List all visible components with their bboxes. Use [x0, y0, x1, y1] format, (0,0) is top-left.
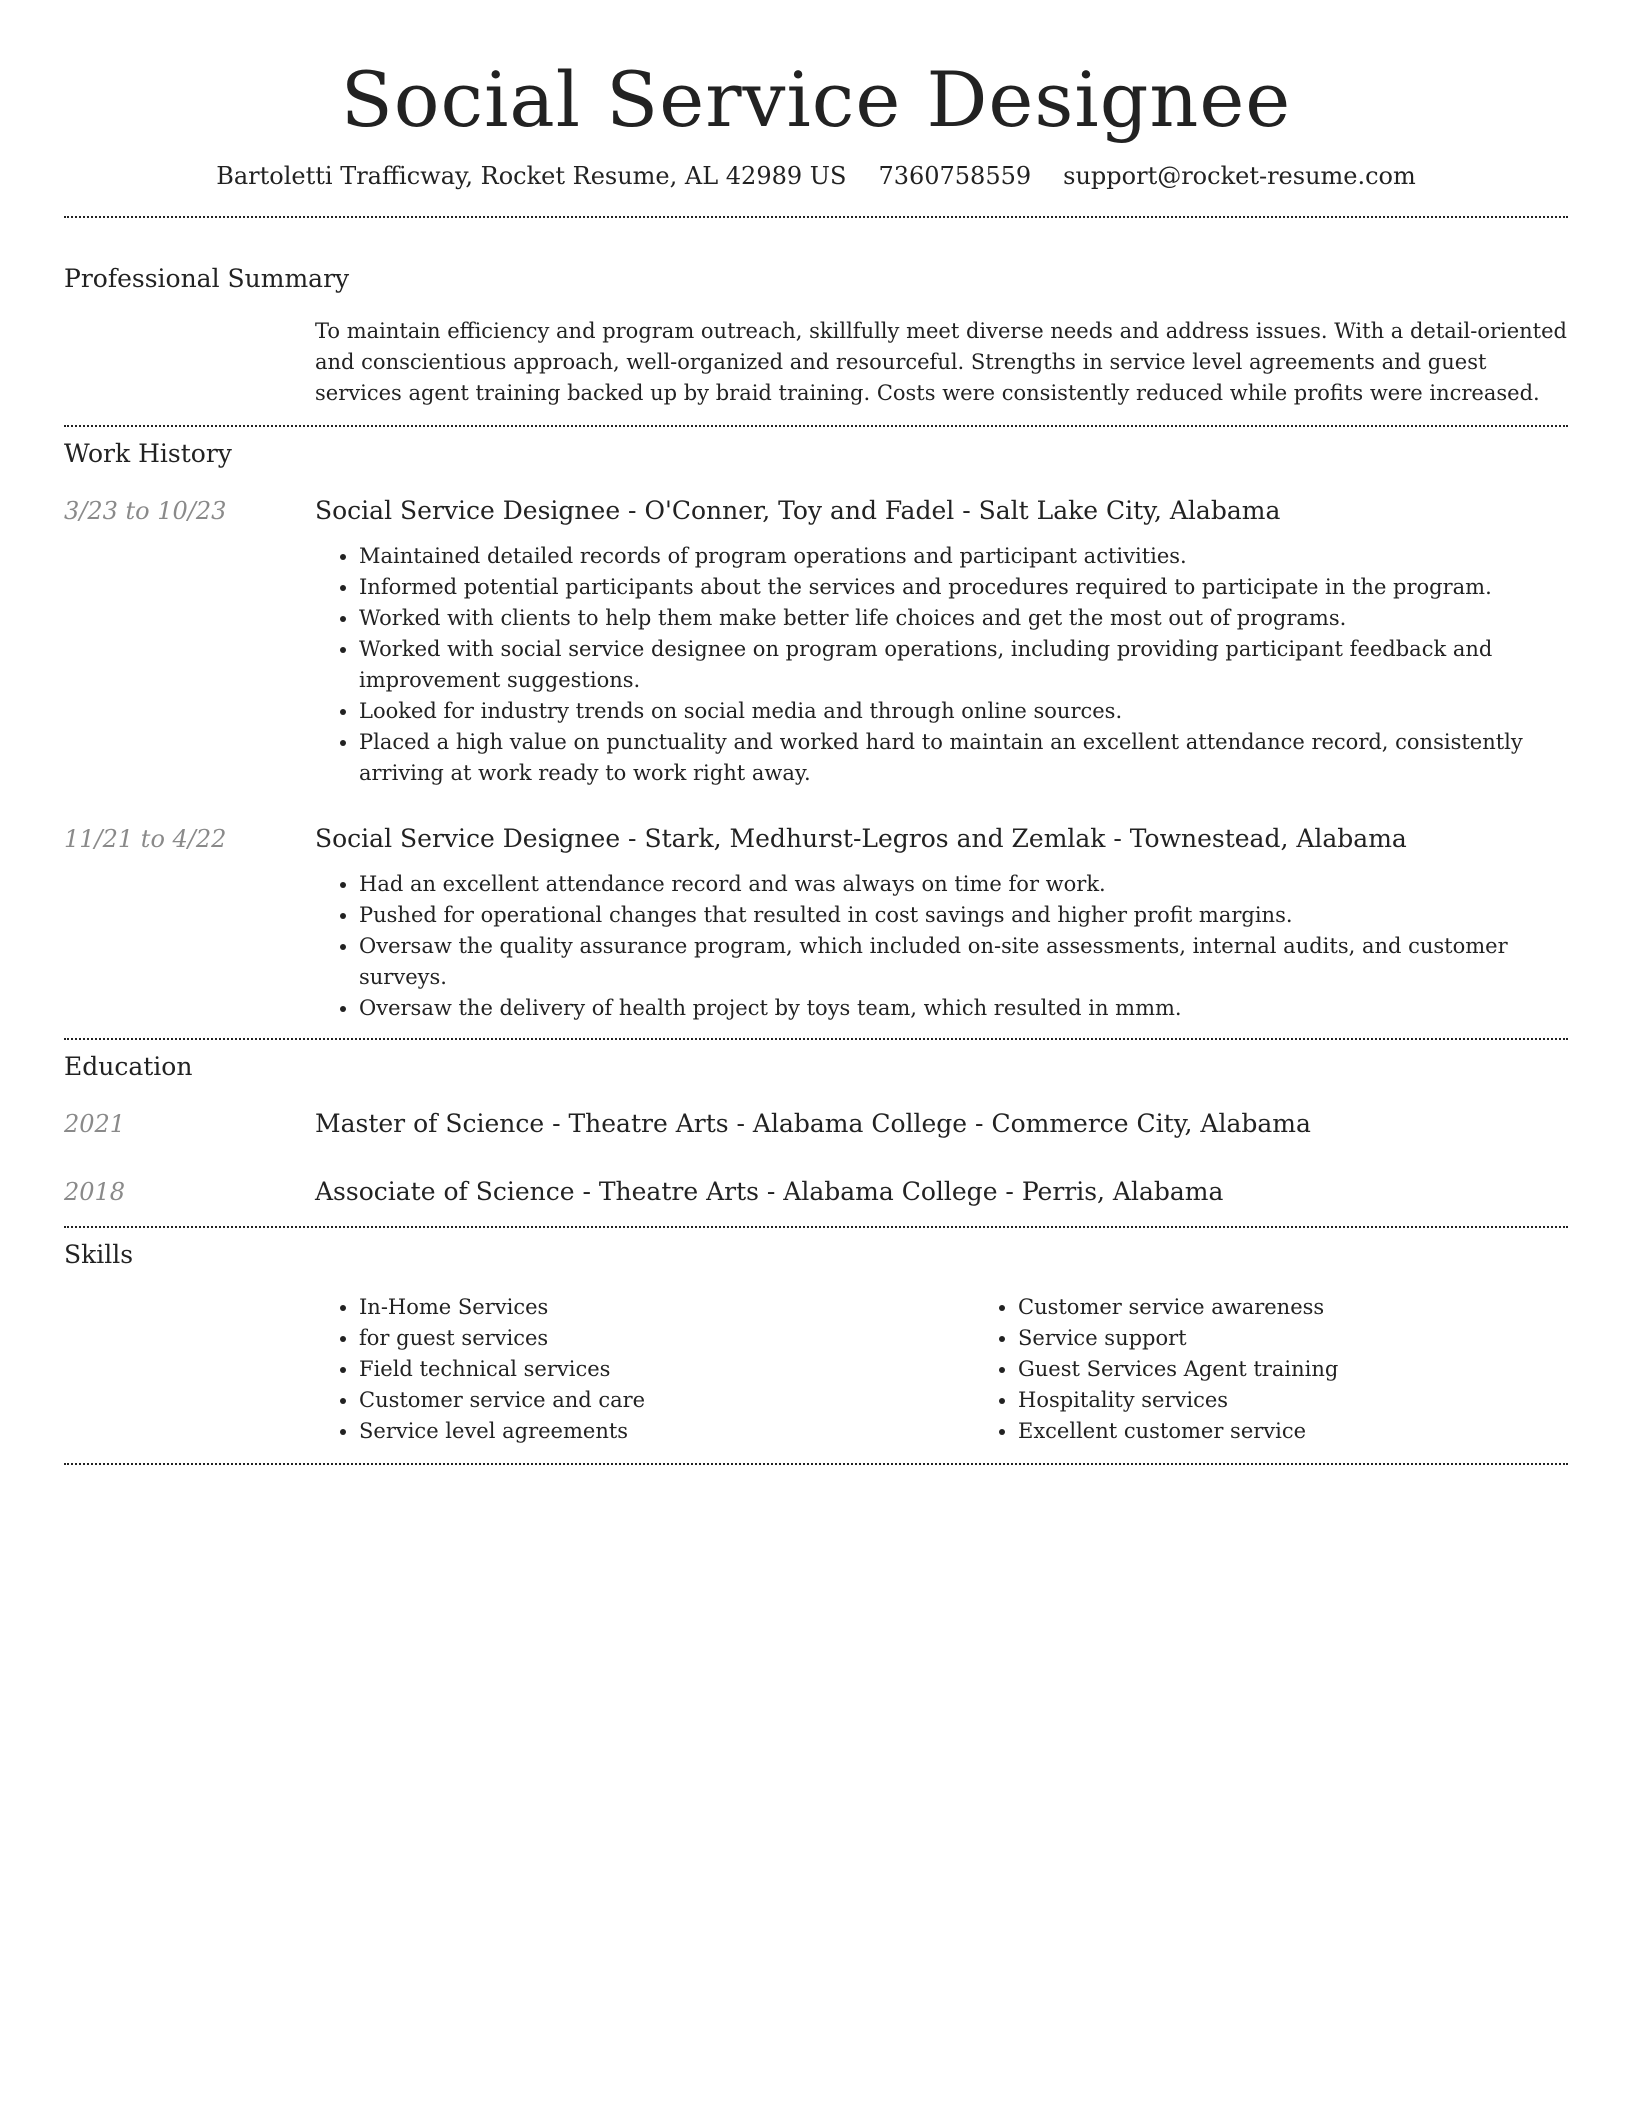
section-divider	[64, 1226, 1568, 1228]
skill-item: • Field technical services	[359, 1354, 974, 1385]
job-bullet-list	[315, 869, 1568, 1024]
job-bullet: • Oversaw the quality assurance program, which included on-site assessments, internal audits, and customer surveys.	[359, 931, 1568, 993]
job-bullet: • Informed potential participants about the services and procedures required to participate in the program.	[359, 572, 1568, 603]
job-heading: Social Service Designee - Stark, Medhurst-Legros and Zemlak - Townestead, Alabama	[315, 824, 1407, 853]
skills-list-left	[315, 1292, 974, 1447]
job-heading: Social Service Designee - O'Conner, Toy and Fadel - Salt Lake City, Alabama	[315, 496, 1281, 525]
section-divider	[64, 1038, 1568, 1040]
education-section-title: Education	[64, 1052, 193, 1081]
skill-item: • Hospitality services	[1018, 1385, 1632, 1416]
skills-list-right	[974, 1292, 1632, 1447]
skills-section-title: Skills	[64, 1240, 134, 1269]
education-year: 2018	[64, 1178, 126, 1206]
skill-item: • Service level agreements	[359, 1416, 974, 1447]
job-bullet: • Looked for industry trends on social media and through online sources.	[359, 696, 1568, 727]
summary-spacer	[64, 316, 315, 409]
skills-spacer	[64, 1292, 315, 1447]
section-divider	[64, 425, 1568, 427]
skill-item: • Customer service and care	[359, 1385, 974, 1416]
skill-item: • Excellent customer service	[1018, 1416, 1632, 1447]
job-bullet-list	[315, 541, 1568, 789]
work-section-title: Work History	[64, 439, 232, 468]
job-dates: 3/23 to 10/23	[64, 497, 227, 525]
job-bullet: • Had an excellent attendance record and was always on time for work.	[359, 869, 1568, 900]
skill-item: • In-Home Services	[359, 1292, 974, 1323]
job-entry	[64, 821, 1568, 1024]
job-bullet: • Worked with social service designee on program operations, including providing participant feedback and improvement suggestions.	[359, 634, 1568, 696]
education-entry	[64, 1174, 1568, 1210]
resume-page	[64, 0, 1568, 1465]
job-entry	[64, 493, 1568, 789]
job-bullet: • Worked with clients to help them make better life choices and get the most out of programs.	[359, 603, 1568, 634]
section-divider	[64, 1463, 1568, 1465]
education-degree: Associate of Science - Theatre Arts - Alabama College - Perris, Alabama	[315, 1177, 1224, 1206]
job-dates: 11/21 to 4/22	[64, 825, 227, 853]
contact-line	[64, 158, 1568, 194]
skill-item: • Service support	[1018, 1323, 1632, 1354]
summary-text: To maintain efficiency and program outreach, skillfully meet diverse needs and address issues. With a detail-oriented and conscientious approach, well-organized and resourceful. Strengths in service level agreements and guest services agent training backed up by braid training. Costs were consistently reduced while profits were increased.	[315, 319, 1567, 405]
skills-row	[64, 1292, 1568, 1447]
contact-email: support@rocket-resume.com	[1063, 162, 1416, 190]
skill-item: • Guest Services Agent training	[1018, 1354, 1632, 1385]
job-bullet: • Oversaw the delivery of health project by toys team, which resulted in mmm.	[359, 993, 1568, 1024]
section-divider	[64, 216, 1568, 218]
summary-section-title: Professional Summary	[64, 264, 350, 293]
education-year: 2021	[64, 1110, 126, 1138]
education-degree: Master of Science - Theatre Arts - Alabama College - Commerce City, Alabama	[315, 1109, 1311, 1138]
resume-name: Social Service Designee	[340, 55, 1292, 144]
job-bullet: • Maintained detailed records of program operations and participant activities.	[359, 541, 1568, 572]
skill-item: • Customer service awareness	[1018, 1292, 1632, 1323]
skill-item: • for guest services	[359, 1323, 974, 1354]
job-bullet: • Placed a high value on punctuality and worked hard to maintain an excellent attendance record, consistently arriving at work ready to work right away.	[359, 727, 1568, 789]
contact-phone: 7360758559	[878, 162, 1032, 190]
summary-row	[64, 316, 1568, 409]
education-entry	[64, 1106, 1568, 1142]
contact-address: Bartoletti Trafficway, Rocket Resume, AL 42989 US	[216, 162, 847, 190]
job-bullet: • Pushed for operational changes that resulted in cost savings and higher profit margins.	[359, 900, 1568, 931]
